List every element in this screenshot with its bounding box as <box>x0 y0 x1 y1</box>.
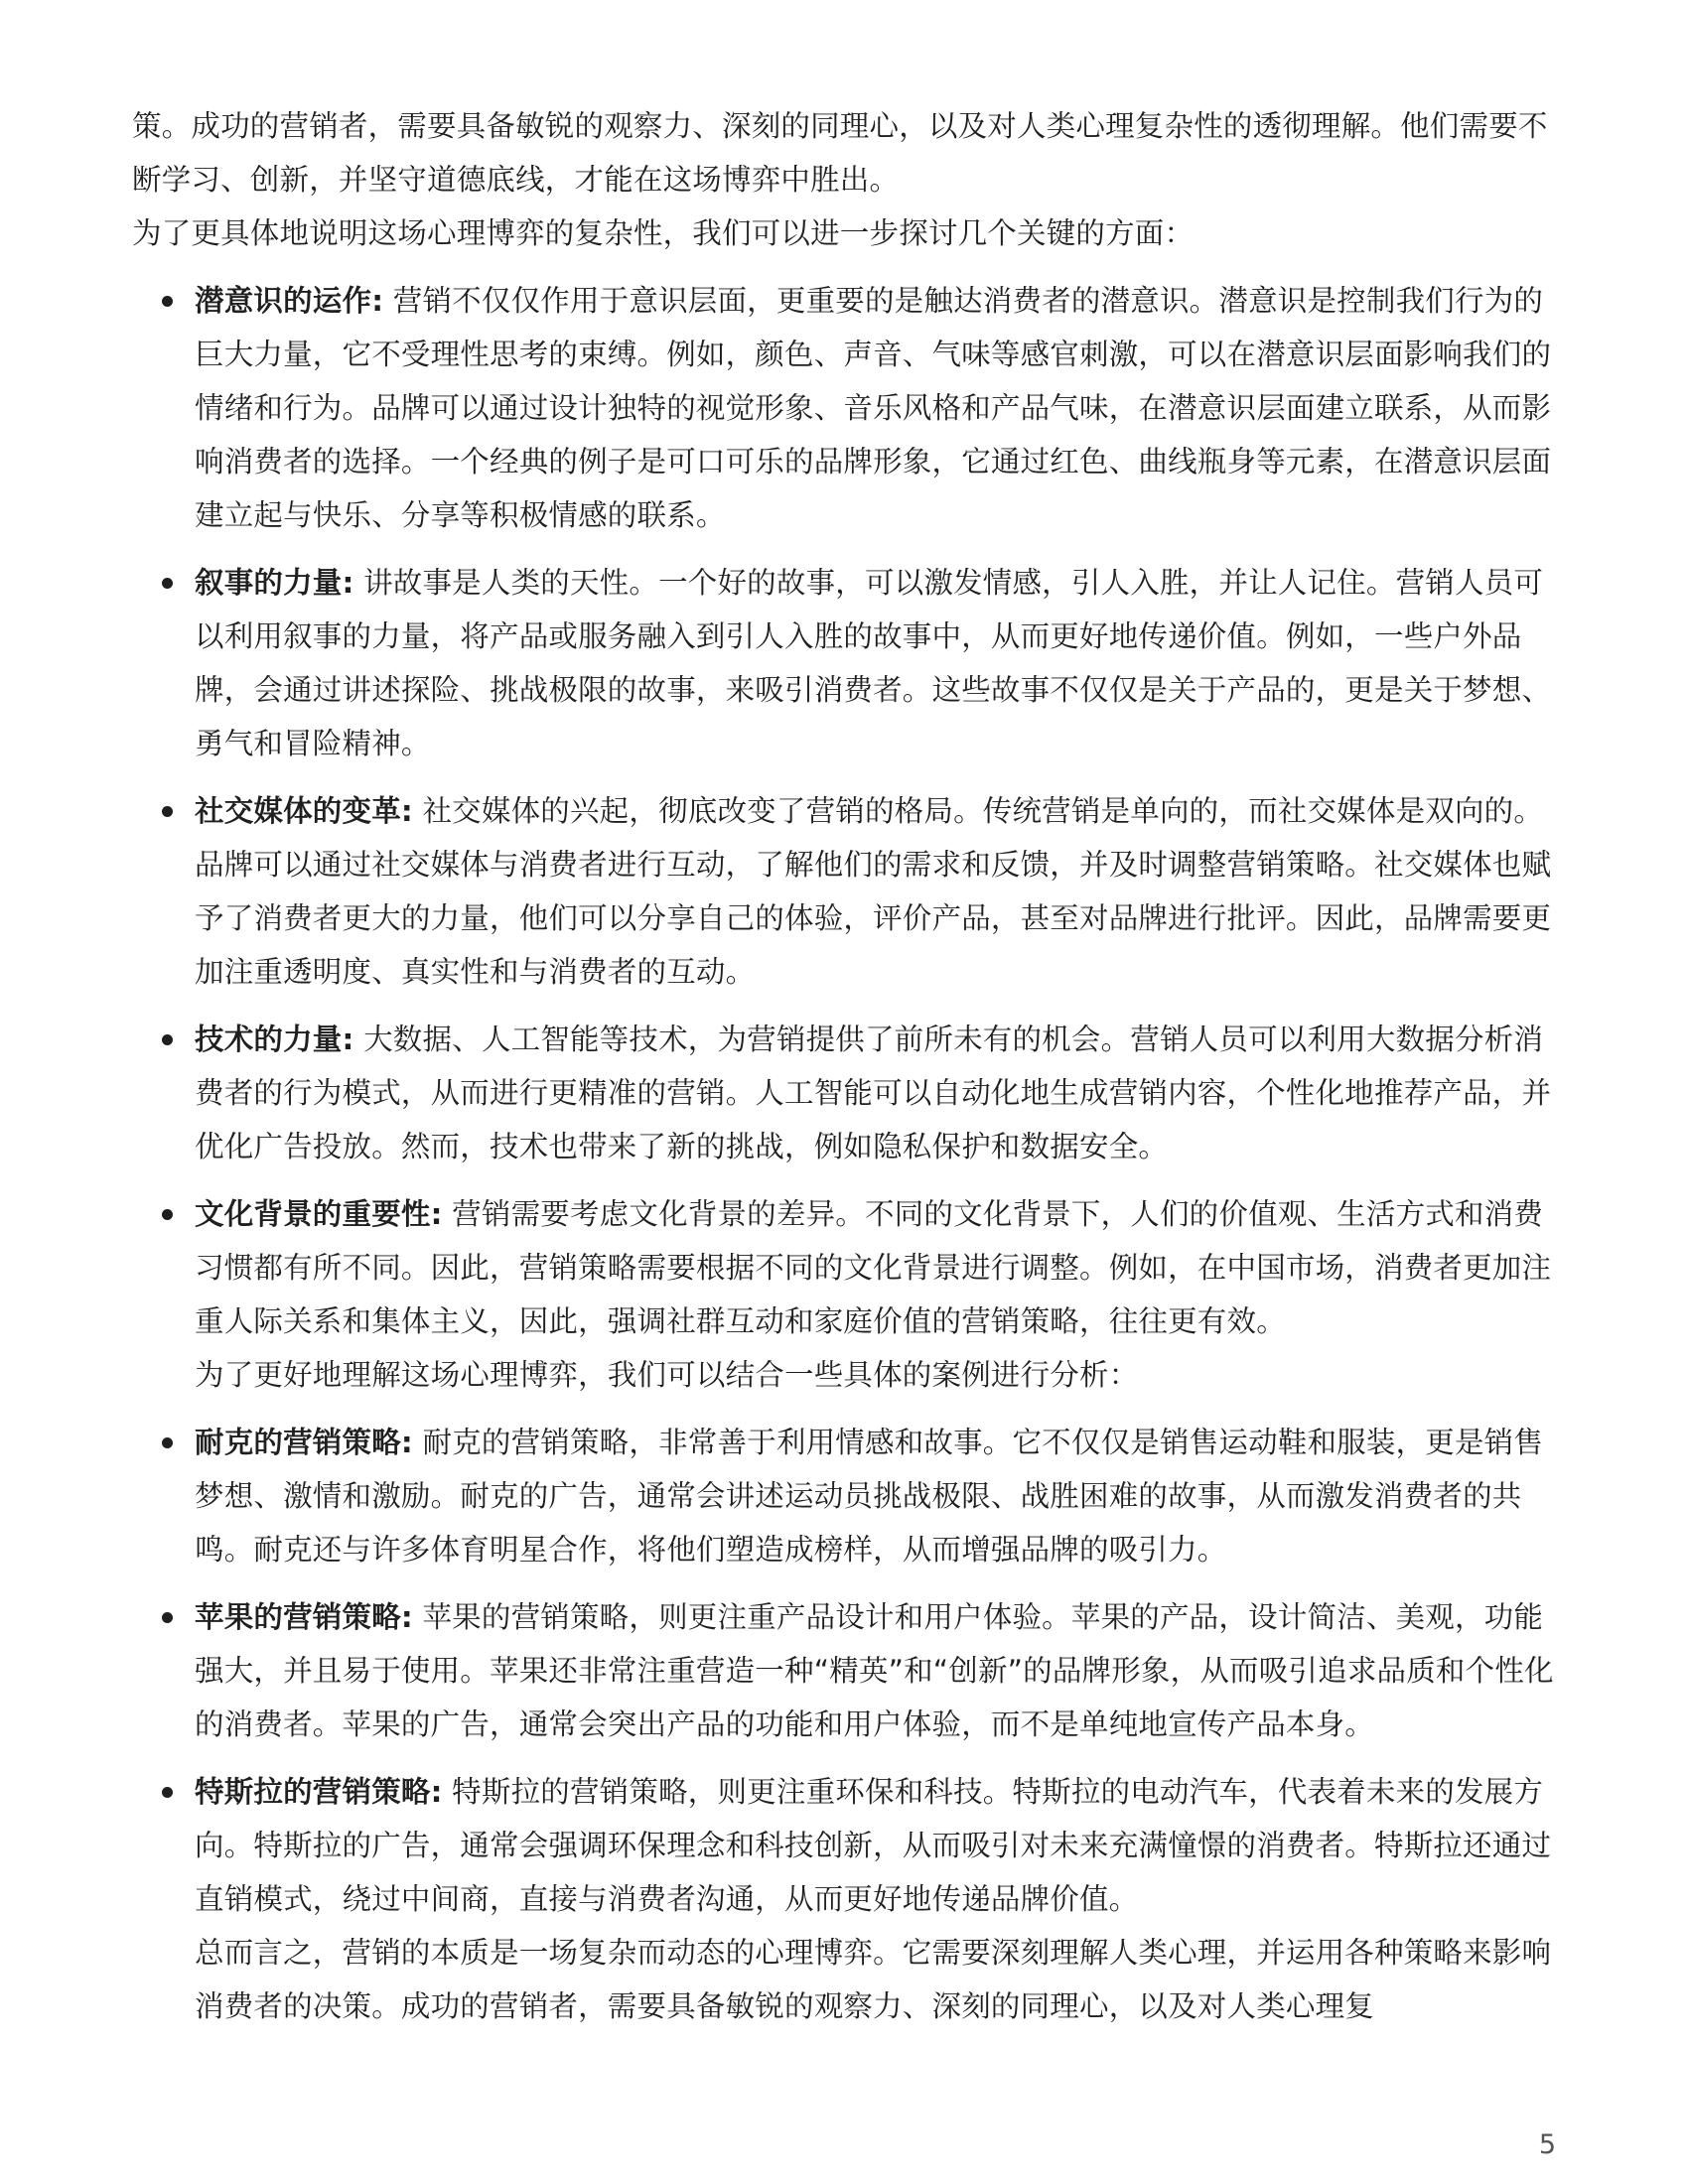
aspect-narrative <box>132 556 1562 770</box>
case-tesla <box>132 1765 1562 2033</box>
aspect-term: 社交媒体的变革: <box>195 794 413 828</box>
transition-paragraph: 为了更好地理解这场心理博弈，我们可以结合一些具体的案例进行分析： <box>195 1358 1139 1392</box>
case-term: 耐克的营销策略: <box>195 1426 413 1459</box>
aspect-technology <box>132 1013 1562 1173</box>
aspect-subconscious <box>132 274 1562 542</box>
aspect-term: 叙事的力量: <box>195 566 354 600</box>
intro-paragraph-2: 为了更具体地说明这场心理博弈的复杂性，我们可以进一步探讨几个关键的方面： <box>132 216 1195 250</box>
cases-list <box>132 1416 1562 2033</box>
document-page <box>132 99 1562 2047</box>
case-term: 特斯拉的营销策略: <box>195 1775 443 1809</box>
case-text: 耐克的营销策略，非常善于利用情感和故事。它不仅仅是销售运动鞋和服装，更是销售梦想、激情和激励。耐克的广告，通常会讲述运动员挑战极限、战胜困难的故事，从而激发消费者的共鸣。耐克还与许多体育明星合作，将他们塑造成榜样，从而增强品牌的吸引力。 <box>195 1426 1544 1567</box>
aspect-text: 营销需要考虑文化背景的差异。不同的文化背景下，人们的价值观、生活方式和消费习惯都有所不同。因此，营销策略需要根据不同的文化背景进行调整。例如，在中国市场，消费者更加注重人际关系和集体主义，因此，强调社群互动和家庭价值的营销策略，往往更有效。 <box>195 1197 1552 1338</box>
page-number: 5 <box>1538 2129 1556 2160</box>
conclusion-paragraph: 总而言之，营销的本质是一场复杂而动态的心理博弈。它需要深刻理解人类心理，并运用各种策略来影响消费者的决策。成功的营销者，需要具备敏锐的观察力、深刻的同理心，以及对人类心理复 <box>195 1936 1552 2023</box>
case-text: 特斯拉的营销策略，则更注重环保和科技。特斯拉的电动汽车，代表着未来的发展方向。特斯拉的广告，通常会强调环保理念和科技创新，从而吸引对未来充满憧憬的消费者。特斯拉还通过直销模式，绕过中间商，直接与消费者沟通，从而更好地传递品牌价值。 <box>195 1775 1552 1916</box>
aspect-social-media <box>132 784 1562 999</box>
aspect-text: 社交媒体的兴起，彻底改变了营销的格局。传统营销是单向的，而社交媒体是双向的。品牌可以通过社交媒体与消费者进行互动，了解他们的需求和反馈，并及时调整营销策略。社交媒体也赋予了消费者更大的力量，他们可以分享自己的体验，评价产品，甚至对品牌进行批评。因此，品牌需要更加注重透明度、真实性和与消费者的互动。 <box>195 794 1552 989</box>
aspect-culture <box>132 1187 1562 1402</box>
case-apple <box>132 1590 1562 1751</box>
case-text: 苹果的营销策略，则更注重产品设计和用户体验。苹果的产品，设计简洁、美观，功能强大，并且易于使用。苹果还非常注重营造一种“精英”和“创新”的品牌形象，从而吸引追求品质和个性化的消费者。苹果的广告，通常会突出产品的功能和用户体验，而不是单纯地宣传产品本身。 <box>195 1600 1554 1741</box>
intro-paragraph-1: 策。成功的营销者，需要具备敏锐的观察力、深刻的同理心，以及对人类心理复杂性的透彻理解。他们需要不断学习、创新，并坚守道德底线，才能在这场博弈中胜出。 <box>132 109 1548 197</box>
aspect-text: 营销不仅仅作用于意识层面，更重要的是触达消费者的潜意识。潜意识是控制我们行为的巨大力量，它不受理性思考的束缚。例如，颜色、声音、气味等感官刺激，可以在潜意识层面影响我们的情绪和行为。品牌可以通过设计独特的视觉形象、音乐风格和产品气味，在潜意识层面建立联系，从而影响消费者的选择。一个经典的例子是可口可乐的品牌形象，它通过红色、曲线瓶身等元素，在潜意识层面建立起与快乐、分享等积极情感的联系。 <box>195 284 1552 532</box>
case-nike <box>132 1416 1562 1576</box>
aspect-text: 讲故事是人类的天性。一个好的故事，可以激发情感，引人入胜，并让人记住。营销人员可以利用叙事的力量，将产品或服务融入到引人入胜的故事中，从而更好地传递价值。例如，一些户外品牌，会通过讲述探险、挑战极限的故事，来吸引消费者。这些故事不仅仅是关于产品的，更是关于梦想、勇气和冒险精神。 <box>195 566 1552 760</box>
aspect-term: 技术的力量: <box>195 1023 354 1056</box>
aspects-list <box>132 274 1562 1402</box>
aspect-text: 大数据、人工智能等技术，为营销提供了前所未有的机会。营销人员可以利用大数据分析消费者的行为模式，从而进行更精准的营销。人工智能可以自动化地生成营销内容，个性化地推荐产品，并优化广告投放。然而，技术也带来了新的挑战，例如隐私保护和数据安全。 <box>195 1023 1552 1163</box>
case-term: 苹果的营销策略: <box>195 1600 413 1634</box>
aspect-term: 潜意识的运作: <box>195 284 384 318</box>
aspect-term: 文化背景的重要性: <box>195 1197 443 1231</box>
